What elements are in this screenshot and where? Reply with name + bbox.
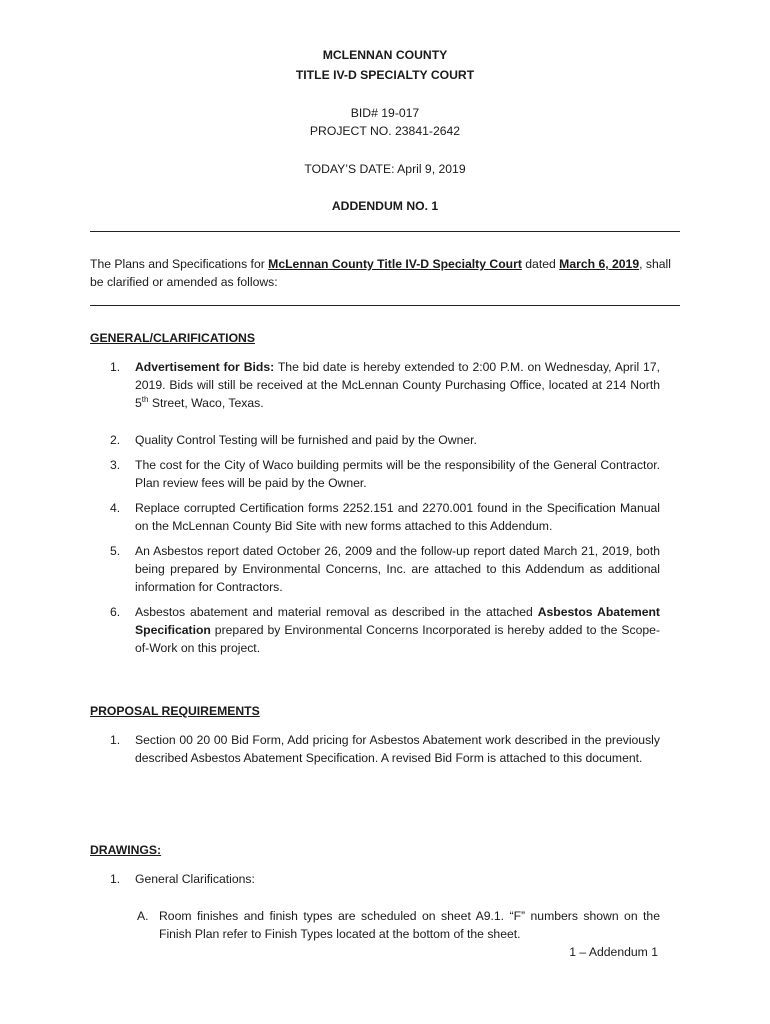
item-number: 6.: [110, 605, 121, 619]
list-item: [110, 542, 660, 596]
item-text-end: prepared by Environmental Concerns Incorporated is hereby added to the Scope-of-Work on this project.: [135, 623, 660, 655]
intro-date: March 6, 2019: [559, 257, 640, 271]
item-bold-label: Advertisement for Bids:: [135, 360, 275, 374]
item-text-end: Street, Waco, Texas.: [148, 396, 264, 410]
item-bold-spec: Asbestos Abatement Specification: [135, 605, 660, 637]
section-heading-general: GENERAL/CLARIFICATIONS: [90, 331, 255, 345]
sub-list-item: [137, 907, 660, 943]
addendum-title: ADDENDUM NO. 1: [331, 199, 439, 213]
item-text: Section 00 20 00 Bid Form, Add pricing for Asbestos Abatement work described in the previously described Asbestos Abatement Specification. A revised Bid Form is attached to this document.: [135, 733, 660, 765]
list-item: [110, 870, 660, 888]
item-number: 1.: [110, 872, 121, 886]
item-number: 1.: [110, 733, 121, 747]
sub-item-text: Room finishes and finish types are scheduled on sheet A9.1. “F” numbers shown on the Finish Plan refer to Finish Types located at the bottom of the sheet.: [159, 909, 660, 941]
list-item: [110, 731, 660, 767]
list-item: [110, 499, 660, 535]
intro-text-2: dated: [521, 257, 560, 271]
item-number: 1.: [110, 360, 121, 374]
section-heading-drawings: DRAWINGS:: [90, 843, 162, 857]
list-item: [110, 456, 660, 492]
item-text: Replace corrupted Certification forms 2252.151 and 2270.001 found in the Specification Manual on the McLennan County Bid Site with new forms attached to this Addendum.: [135, 501, 660, 533]
intro-paragraph: [90, 255, 680, 291]
item-number: 2.: [110, 433, 121, 447]
item-text: General Clarifications:: [135, 872, 255, 886]
item-text: The cost for the City of Waco building permits will be the responsibility of the General Contractor. Plan review fees will be paid by the Owner.: [135, 458, 660, 490]
superscript-th: th: [141, 394, 149, 404]
intro-project-name: McLennan County Title IV-D Specialty Court: [268, 257, 522, 271]
item-text: An Asbestos report dated October 26, 2009 and the follow-up report dated March 21, 2019, both being prepared by Environmental Concerns, Inc. are attached to this Addendum as additional information for Contractors.: [135, 544, 660, 594]
item-number: 5.: [110, 544, 121, 558]
todays-date: TODAY’S DATE: April 9, 2019: [304, 162, 466, 176]
county-title: MCLENNAN COUNTY: [322, 48, 448, 62]
intro-text-3: , shall be clarified or amended as follows:: [90, 257, 671, 289]
bid-number: BID# 19-017: [350, 106, 420, 120]
item-text: The bid date is hereby extended to 2:00 P.M. on Wednesday, April 17, 2019. Bids will still be received at the McLennan County Purchasing Office, located at 214 North 5: [135, 360, 660, 410]
item-number: 3.: [110, 458, 121, 472]
divider-top: [90, 231, 680, 232]
court-title: TITLE IV-D SPECIALTY COURT: [295, 68, 475, 82]
item-number: 4.: [110, 501, 121, 515]
item-text: Asbestos abatement and material removal as described in the attached: [135, 605, 538, 619]
page-footer: 1 – Addendum 1: [569, 945, 658, 959]
section-heading-proposal: PROPOSAL REQUIREMENTS: [90, 704, 260, 718]
sub-item-letter: A.: [137, 909, 149, 923]
list-item: [110, 431, 660, 449]
list-item: [110, 358, 660, 412]
intro-text-1: The Plans and Specifications for: [90, 257, 269, 271]
project-number: PROJECT NO. 23841-2642: [309, 124, 461, 138]
item-text: Quality Control Testing will be furnished and paid by the Owner.: [135, 433, 477, 447]
divider-bottom: [90, 305, 680, 306]
list-item: [110, 603, 660, 657]
